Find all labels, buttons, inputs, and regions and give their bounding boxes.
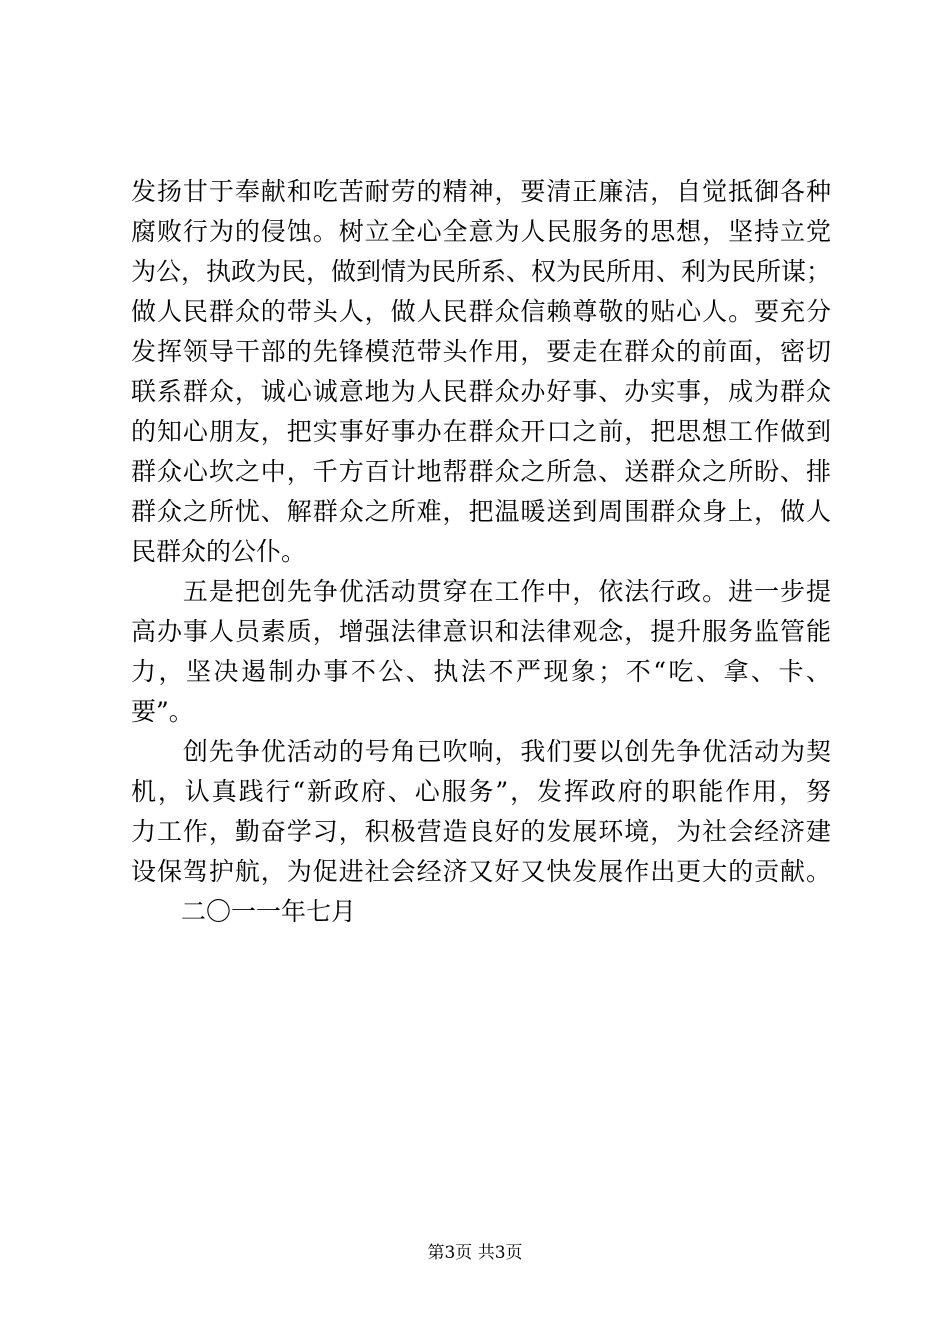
text-line: 机，认真践行“新政府、心服务”，发挥政府的职能作用，努 (131, 777, 831, 806)
text-line: 力，坚决遏制办事不公、执法不严现象；不“吃、拿、卡、 (131, 657, 831, 686)
text-line: 要”。 (131, 697, 194, 726)
text-line: 民群众的公仆。 (131, 537, 307, 566)
text-line: 创先争优活动的号角已吹响，我们要以创先争优活动为契 (131, 737, 831, 766)
text-line: 为公，执政为民，做到情为民所系、权为民所用、利为民所谋； (131, 257, 832, 286)
text-line: 联系群众，诚心诚意地为人民群众办好事、办实事，成为群众 (131, 377, 831, 406)
text-line: 做人民群众的带头人，做人民群众信赖尊敬的贴心人。要充分 (131, 297, 831, 326)
text-line: 发挥领导干部的先锋模范带头作用，要走在群众的前面，密切 (131, 337, 831, 366)
text-line: 发扬甘于奉献和吃苦耐劳的精神，要清正廉洁，自觉抵御各种 (131, 177, 831, 206)
document-body (131, 172, 831, 932)
text-line: 力工作，勤奋学习，积极营造良好的发展环境，为社会经济建 (131, 817, 831, 846)
text-line: 高办事人员素质，增强法律意识和法律观念，提升服务监管能 (131, 617, 831, 646)
text-line: 腐败行为的侵蚀。树立全心全意为人民服务的思想，坚持立党 (131, 217, 831, 246)
text-line: 设保驾护航，为促进社会经济又好又快发展作出更大的贡献。 (131, 857, 831, 886)
page-footer: 第3页 共3页 (427, 1243, 523, 1263)
text-line: 群众之所忧、解群众之所难，把温暖送到周围群众身上，做人 (131, 497, 831, 526)
date-line: 二〇一一年七月 (131, 897, 357, 926)
text-line: 群众心坎之中，千方百计地帮群众之所急、送群众之所盼、排 (131, 457, 831, 486)
text-line: 五是把创先争优活动贯穿在工作中，依法行政。进一步提 (131, 577, 831, 606)
text-line: 的知心朋友，把实事好事办在群众开口之前，把思想工作做到 (131, 417, 831, 446)
